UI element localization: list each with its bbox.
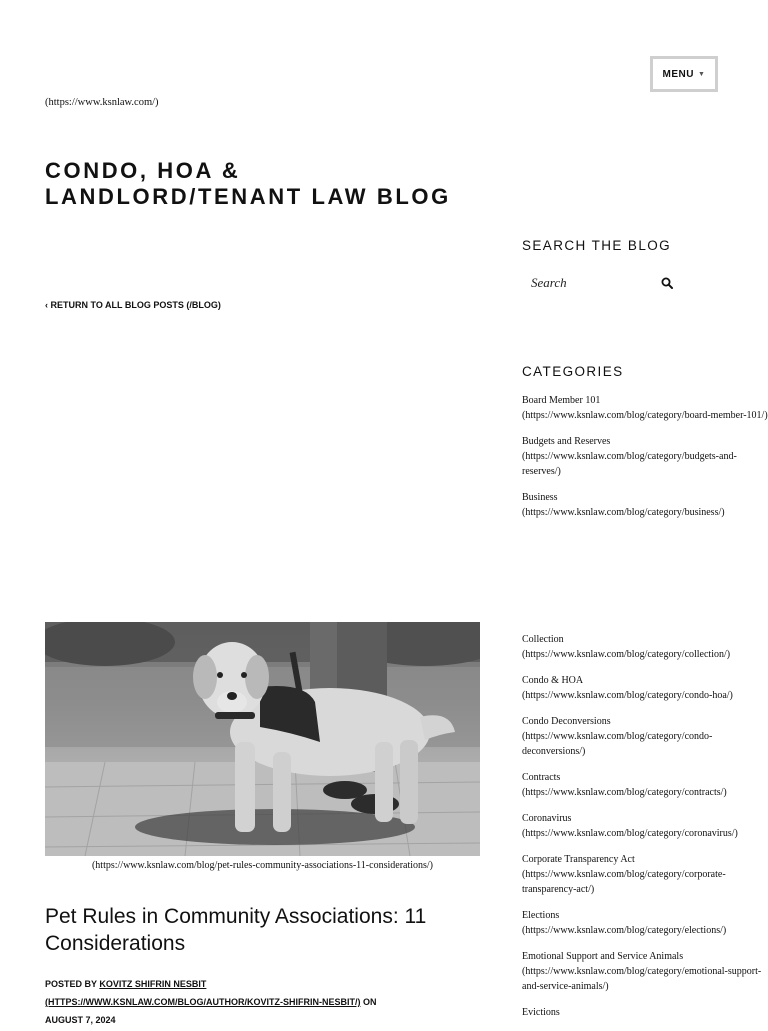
category-name: Emotional Support and Service Animals bbox=[522, 951, 684, 962]
category-link-collection[interactable] bbox=[522, 632, 768, 662]
category-name: Corporate Transparency Act bbox=[522, 854, 635, 865]
category-item bbox=[522, 770, 768, 800]
category-url: (https://www.ksnlaw.com/blog/category/contracts/) bbox=[522, 787, 727, 798]
menu-label: MENU bbox=[662, 68, 694, 80]
post-title[interactable]: Pet Rules in Community Associations: 11 Considerations bbox=[45, 905, 427, 955]
category-link-elections[interactable] bbox=[522, 908, 768, 938]
category-url: (https://www.ksnlaw.com/blog/category/budgets-and-reserves/) bbox=[522, 451, 737, 477]
guide-dog-photo bbox=[45, 622, 480, 856]
category-item bbox=[522, 908, 768, 938]
category-link-condo-deconversions[interactable] bbox=[522, 714, 768, 759]
categories-heading: CATEGORIES bbox=[522, 364, 624, 379]
post-date: AUGUST 7, 2024 bbox=[45, 1015, 116, 1025]
category-name: Elections bbox=[522, 910, 560, 921]
search-input[interactable] bbox=[522, 270, 661, 296]
on-label: ON bbox=[363, 997, 377, 1007]
category-name: Condo & HOA bbox=[522, 675, 584, 686]
back-to-blog-link[interactable]: ‹ RETURN TO ALL BLOG POSTS (/BLOG) bbox=[45, 300, 221, 310]
category-item bbox=[522, 434, 768, 479]
caret-down-icon: ▼ bbox=[698, 70, 706, 78]
category-link-coronavirus[interactable] bbox=[522, 811, 768, 841]
category-link-corporate-transparency-act[interactable] bbox=[522, 852, 768, 897]
category-url: (https://www.ksnlaw.com/blog/category/elections/) bbox=[522, 925, 727, 936]
category-link-business[interactable] bbox=[522, 490, 768, 520]
category-link-emotional-support-and-service-animals[interactable] bbox=[522, 949, 768, 994]
category-item bbox=[522, 393, 768, 423]
home-link[interactable]: (https://www.ksnlaw.com/) bbox=[45, 97, 159, 108]
category-list-bottom bbox=[522, 632, 768, 1031]
category-link-board-member-101[interactable] bbox=[522, 393, 768, 423]
category-item bbox=[522, 1005, 768, 1020]
category-item bbox=[522, 852, 768, 897]
featured-image-caption[interactable]: (https://www.ksnlaw.com/blog/pet-rules-community-associations-11-considerations/) bbox=[91, 860, 434, 871]
blog-title-line-2: LANDLORD/TENANT LAW BLOG bbox=[45, 184, 451, 209]
category-url: (https://www.ksnlaw.com/blog/category/collection/) bbox=[522, 649, 731, 660]
category-link-contracts[interactable] bbox=[522, 770, 768, 800]
category-url: (https://www.ksnlaw.com/blog/category/condo-hoa/) bbox=[522, 690, 733, 701]
search-heading: SEARCH THE BLOG bbox=[522, 238, 672, 253]
category-item bbox=[522, 949, 768, 994]
category-item bbox=[522, 490, 768, 520]
category-item bbox=[522, 811, 768, 841]
category-item bbox=[522, 632, 768, 662]
category-item bbox=[522, 714, 768, 759]
post-byline bbox=[45, 975, 465, 1029]
category-link-condo-hoa[interactable] bbox=[522, 673, 768, 703]
category-url: (https://www.ksnlaw.com/blog/category/emotional-support-and-service-animals/) bbox=[522, 966, 762, 992]
category-list-top bbox=[522, 393, 768, 531]
category-link-evictions[interactable] bbox=[522, 1005, 768, 1020]
category-name: Board Member 101 bbox=[522, 395, 601, 406]
category-link-budgets-and-reserves[interactable] bbox=[522, 434, 768, 479]
category-name: Condo Deconversions bbox=[522, 716, 611, 727]
blog-title bbox=[45, 158, 485, 210]
featured-image-link[interactable] bbox=[45, 622, 480, 856]
author-link[interactable]: KOVITZ SHIFRIN NESBIT bbox=[99, 979, 207, 989]
category-name: Contracts bbox=[522, 772, 561, 783]
menu-button[interactable] bbox=[650, 56, 718, 92]
category-url: (https://www.ksnlaw.com/blog/category/board-member-101/) bbox=[522, 410, 768, 421]
category-name: Coronavirus bbox=[522, 813, 572, 824]
category-url: (https://www.ksnlaw.com/blog/category/condo-deconversions/) bbox=[522, 731, 713, 757]
category-name: Evictions bbox=[522, 1007, 560, 1018]
category-name: Business bbox=[522, 492, 558, 503]
category-name: Budgets and Reserves bbox=[522, 436, 611, 447]
category-url: (https://www.ksnlaw.com/blog/category/coronavirus/) bbox=[522, 828, 738, 839]
category-item bbox=[522, 673, 768, 703]
search-form bbox=[522, 270, 682, 296]
category-url: (https://www.ksnlaw.com/blog/category/business/) bbox=[522, 507, 725, 518]
search-icon[interactable] bbox=[661, 277, 673, 289]
blog-title-line-1: CONDO, HOA & bbox=[45, 158, 241, 183]
category-url: (https://www.ksnlaw.com/blog/category/corporate-transparency-act/) bbox=[522, 869, 726, 895]
author-url-link[interactable]: (HTTPS://WWW.KSNLAW.COM/BLOG/AUTHOR/KOVITZ-SHIFRIN-NESBIT/) bbox=[45, 997, 361, 1007]
category-name: Collection bbox=[522, 634, 564, 645]
posted-by-label: POSTED BY bbox=[45, 979, 97, 989]
